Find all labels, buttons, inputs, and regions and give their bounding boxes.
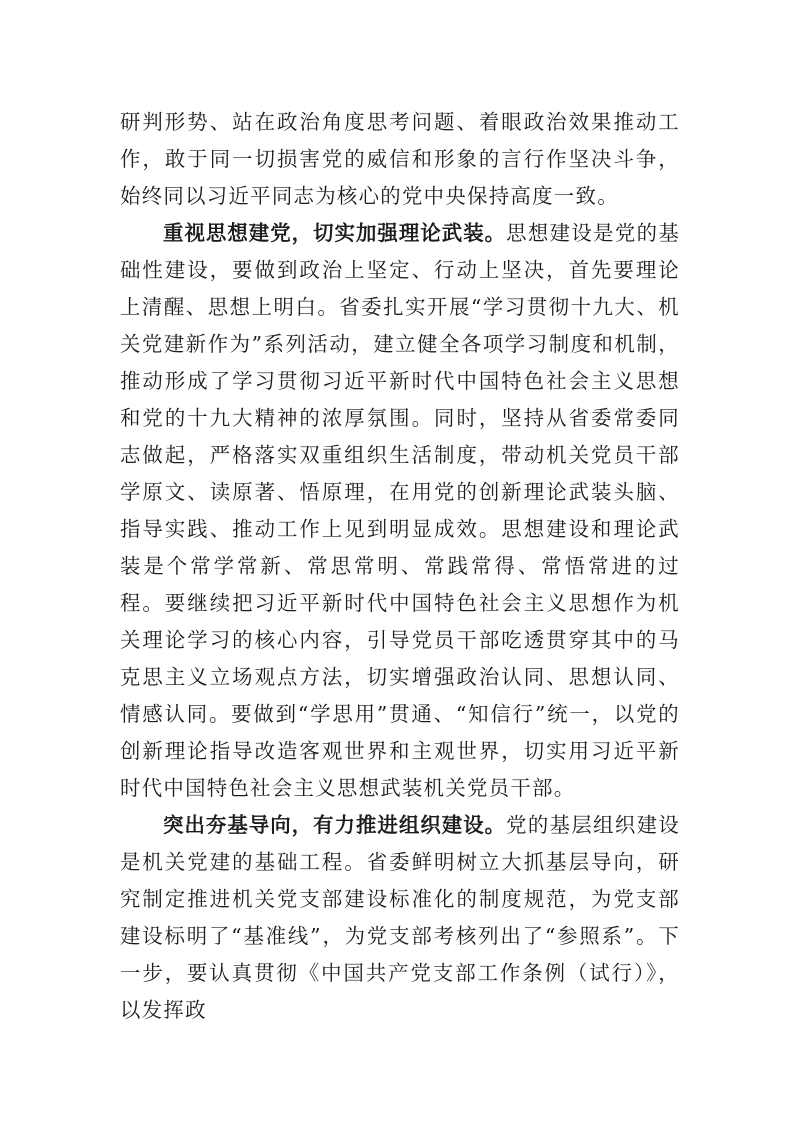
paragraph-text: 思想建设是党的基础性建设，要做到政治上坚定、行动上坚决，首先要理论上清醒、思想上明白。省委扎实开展“学习贯彻十九大、机关党建新作为”系列活动，建立健全各项学习制度和机制，推动形成了学习贯彻习近平新时代中国特色社会主义思想和党的十九大精神的浓厚氛围。同时，坚持从省委常委同志做起，严格落实双重组织生活制度，带动机关党员干部学原文、读原著、悟原理，在用党的创新理论武装头脑、指导实践、推动工作上见到明显成效。思想建设和理论武装是个常学常新、常思常明、常践常得、常悟常进的过程。要继续把习近平新时代中国特色社会主义思想作为机关理论学习的核心内容，引导党员干部吃透贯穿其中的马克思主义立场观点方法，切实增强政治认同、思想认同、情感认同。要做到“学思用”贯通、“知信行”统一，以党的创新理论指导改造客观世界和主观世界，切实用习近平新时代中国特色社会主义思想武装机关党员干部。 [120,221,681,800]
paragraph-lead-heading: 突出夯基导向，有力推进组织建设。 [163,813,507,837]
paragraph-ideological-building [120,215,680,807]
paragraph-text: 党的基层组织建设是机关党建的基础工程。省委鲜明树立大抓基层导向，研究制定推进机关党支部建设标准化的制度规范，为党支部建设标明了“基准线”，为党支部考核列出了“参照系”。下一步，要认真贯彻《中国共产党支部工作条例（试行）》，以发挥政 [120,813,681,1022]
document-body [120,104,680,1029]
paragraph-continuation [120,104,680,215]
paragraph-text: 研判形势、站在政治角度思考问题、着眼政治效果推动工作，敢于同一切损害党的威信和形象的言行作坚决斗争，始终同以习近平同志为核心的党中央保持高度一致。 [120,110,680,208]
paragraph-lead-heading: 重视思想建党，切实加强理论武装。 [163,221,507,245]
paragraph-organizational-building [120,807,680,1029]
